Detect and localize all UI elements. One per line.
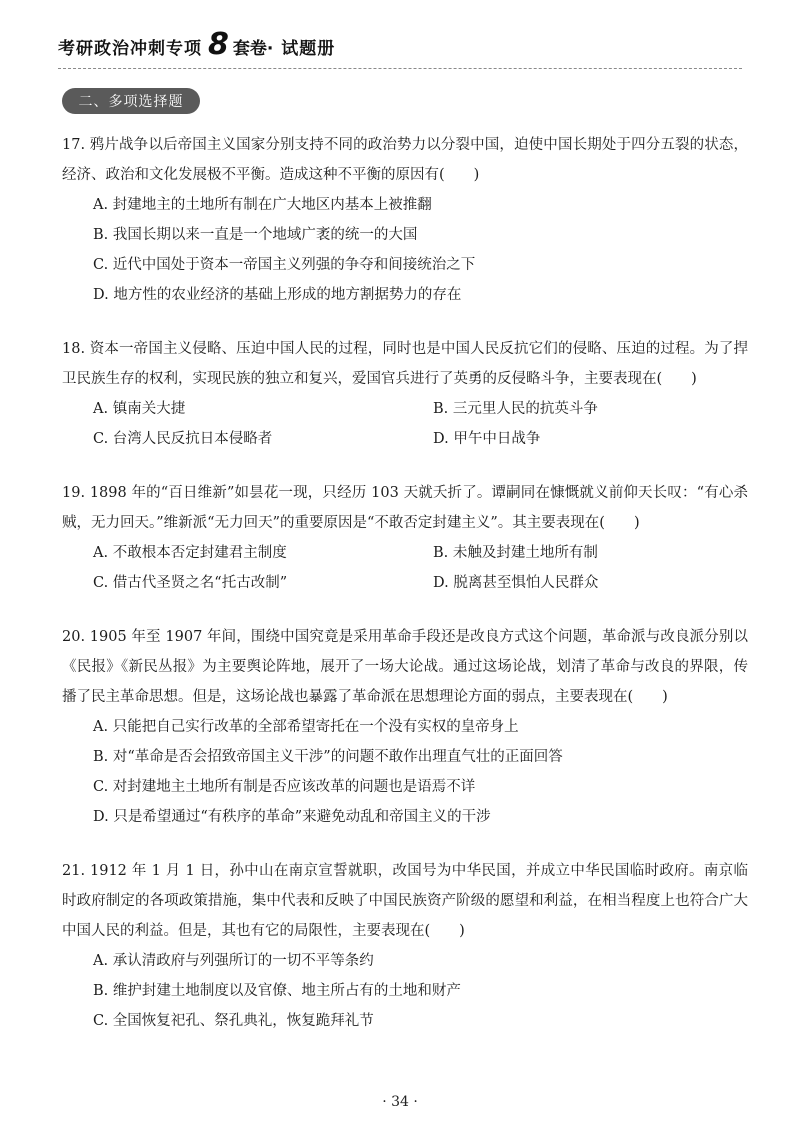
option-b: B. 我国长期以来一直是一个地域广袤的统一的大国: [93, 227, 418, 243]
option-a: A. 承认清政府与列强所订的一切不平等条约: [93, 953, 374, 969]
option-c: C. 近代中国处于资本一帝国主义列强的争夺和间接统治之下: [93, 257, 476, 273]
option-b: B. 对“革命是否会招致帝国主义干涉”的问题不敢作出理直气壮的正面回答: [93, 749, 563, 765]
header-title-number: 8: [208, 27, 229, 62]
question-17: [62, 130, 748, 310]
section-title: 二、多项选择题: [62, 88, 200, 114]
question-stem: 19. 1898 年的“百日维新”如昙花一现，只经历 103 天就夭折了。谭嗣同在慷慨就义前仰天长叹：“有心杀贼，无力回天。”维新派“无力回天”的重要原因是“不敢否定封建主义”。其主要表现在( ): [62, 485, 748, 531]
option-a: A. 封建地主的土地所有制在广大地区内基本上被推翻: [93, 197, 432, 213]
header-title-suffix: · 试题册: [266, 39, 336, 59]
option-a: A. 镇南关大捷: [93, 401, 186, 417]
question-18: [62, 334, 748, 454]
option-c: C. 对封建地主土地所有制是否应该改革的问题也是语焉不详: [93, 779, 476, 795]
question-stem: 21. 1912 年 1 月 1 日，孙中山在南京宣誓就职，改国号为中华民国，并成立中华民国临时政府。南京临时政府制定的各项政策措施，集中代表和反映了中国民族资产阶级的愿望和利益，在相当程度上也符合广大中国人民的利益。但是，其也有它的局限性，主要表现在( ): [62, 863, 748, 939]
question-21: [62, 856, 748, 1036]
header-title-prefix: 考研政治冲刺专项: [58, 39, 202, 59]
running-header: [58, 27, 336, 62]
option-d: D. 只是希望通过“有秩序的革命”来避免动乱和帝国主义的干涉: [93, 809, 491, 825]
header-title-set: 套卷: [232, 39, 267, 59]
question-stem: 20. 1905 年至 1907 年间，围绕中国究竟是采用革命手段还是改良方式这个问题，革命派与改良派分别以《民报》《新民丛报》为主要舆论阵地，展开了一场大论战。通过这场论战，划清了革命与改良的界限，传播了民主革命思想。但是，这场论战也暴露了革命派在思想理论方面的弱点，主要表现在( ): [62, 629, 748, 705]
option-c: C. 借古代圣贤之名“托古改制”: [93, 575, 288, 591]
option-b: B. 未触及封建土地所有制: [433, 545, 598, 561]
option-a: A. 只能把自己实行改革的全部希望寄托在一个没有实权的皇帝身上: [93, 719, 519, 735]
option-row: [62, 394, 748, 424]
option-d: D. 甲午中日战争: [433, 431, 541, 447]
option-b: B. 维护封建土地制度以及官僚、地主所占有的土地和财产: [93, 983, 461, 999]
question-list: [62, 130, 748, 1060]
option-d: D. 地方性的农业经济的基础上形成的地方割据势力的存在: [93, 287, 462, 303]
option-b: B. 三元里人民的抗英斗争: [433, 401, 598, 417]
question-stem: 17. 鸦片战争以后帝国主义国家分别支持不同的政治势力以分裂中国，迫使中国长期处于四分五裂的状态，经济、政治和文化发展极不平衡。造成这种不平衡的原因有( ): [62, 137, 748, 183]
header-divider: [58, 68, 742, 69]
option-c: C. 全国恢复祀孔、祭孔典礼，恢复跪拜礼节: [93, 1013, 374, 1029]
option-row: [62, 538, 748, 568]
option-row: [62, 568, 748, 598]
option-c: C. 台湾人民反抗日本侵略者: [93, 431, 273, 447]
question-19: [62, 478, 748, 598]
option-row: [62, 424, 748, 454]
question-stem: 18. 资本一帝国主义侵略、压迫中国人民的过程，同时也是中国人民反抗它们的侵略、压迫的过程。为了捍卫民族生存的权利，实现民族的独立和复兴，爱国官兵进行了英勇的反侵略斗争，主要表现在( ): [62, 341, 748, 387]
page-number: · 34 ·: [382, 1094, 418, 1110]
option-d: D. 脱离甚至惧怕人民群众: [433, 575, 599, 591]
option-a: A. 不敢根本否定封建君主制度: [93, 545, 287, 561]
question-20: [62, 622, 748, 832]
